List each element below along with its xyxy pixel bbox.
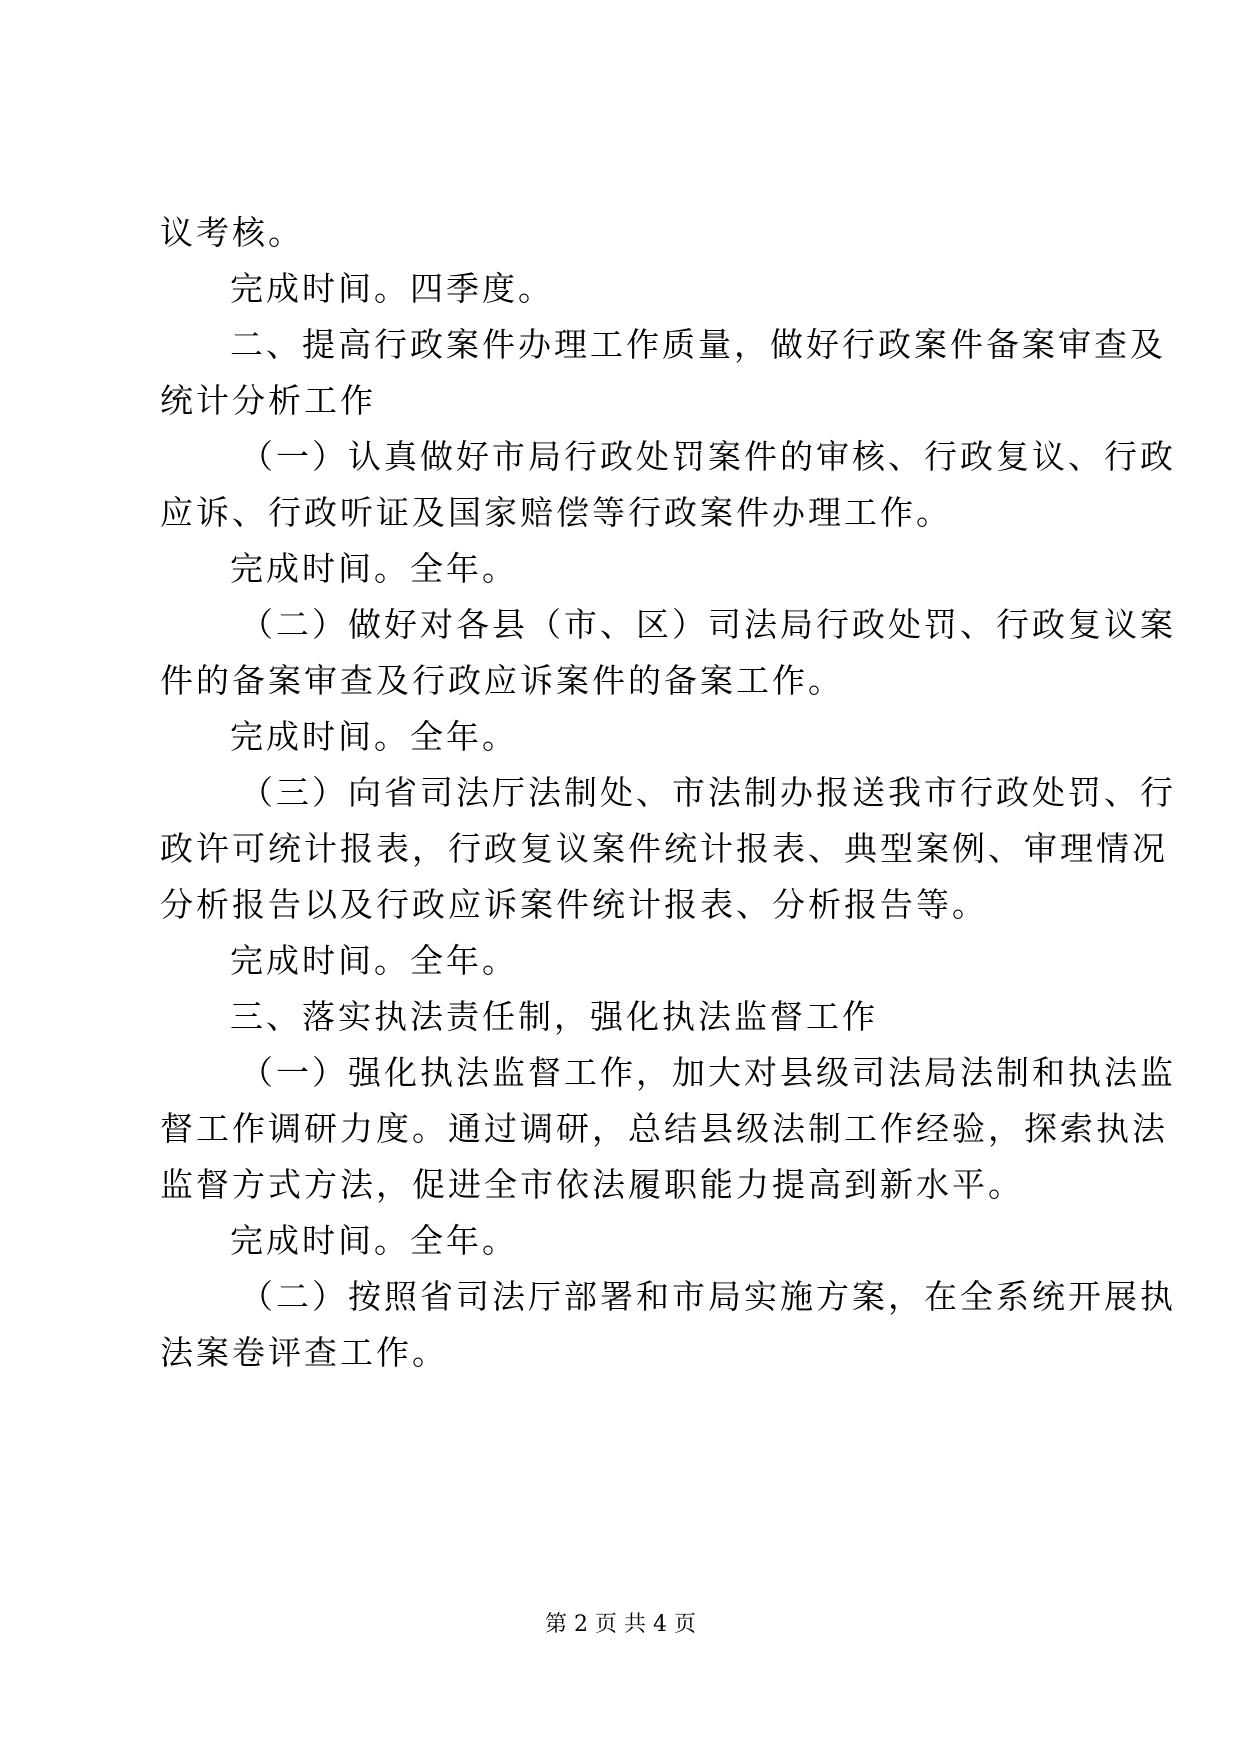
- body-line-12: 政许可统计报表，行政复议案件统计报表、典型案例、审理情况: [160, 829, 1168, 868]
- body-line-2: 完成时间。四季度。: [230, 269, 554, 308]
- body-line-11: （三）向省司法厅法制处、市法制办报送我市行政处罚、行: [240, 773, 1176, 812]
- body-line-20: （二）按照省司法厅部署和市局实施方案，在全系统开展执: [240, 1277, 1176, 1316]
- body-line-5: （一）认真做好市局行政处罚案件的审核、行政复议、行政: [240, 437, 1176, 476]
- page-number-footer: 第 2 页 共 4 页: [545, 1612, 696, 1637]
- body-line-13: 分析报告以及行政应诉案件统计报表、分析报告等。: [160, 885, 988, 924]
- body-line-6: 应诉、行政听证及国家赔偿等行政案件办理工作。: [160, 493, 952, 532]
- body-line-10: 完成时间。全年。: [230, 717, 518, 756]
- body-line-21: 法案卷评查工作。: [160, 1333, 448, 1372]
- body-line-3: 二、提高行政案件办理工作质量，做好行政案件备案审查及: [230, 325, 1166, 364]
- body-line-14: 完成时间。全年。: [230, 941, 518, 980]
- body-line-19: 完成时间。全年。: [230, 1221, 518, 1260]
- body-line-16: （一）强化执法监督工作，加大对县级司法局法制和执法监: [240, 1053, 1176, 1092]
- body-line-18: 监督方式方法，促进全市依法履职能力提高到新水平。: [160, 1165, 1024, 1204]
- body-line-1: 议考核。: [160, 213, 304, 252]
- body-line-4: 统计分析工作: [160, 381, 376, 420]
- body-line-17: 督工作调研力度。通过调研，总结县级法制工作经验，探索执法: [160, 1109, 1168, 1148]
- body-line-8: （二）做好对各县（市、区）司法局行政处罚、行政复议案: [240, 605, 1176, 644]
- body-line-9: 件的备案审查及行政应诉案件的备案工作。: [160, 661, 844, 700]
- body-line-15: 三、落实执法责任制，强化执法监督工作: [230, 997, 878, 1036]
- body-line-7: 完成时间。全年。: [230, 549, 518, 588]
